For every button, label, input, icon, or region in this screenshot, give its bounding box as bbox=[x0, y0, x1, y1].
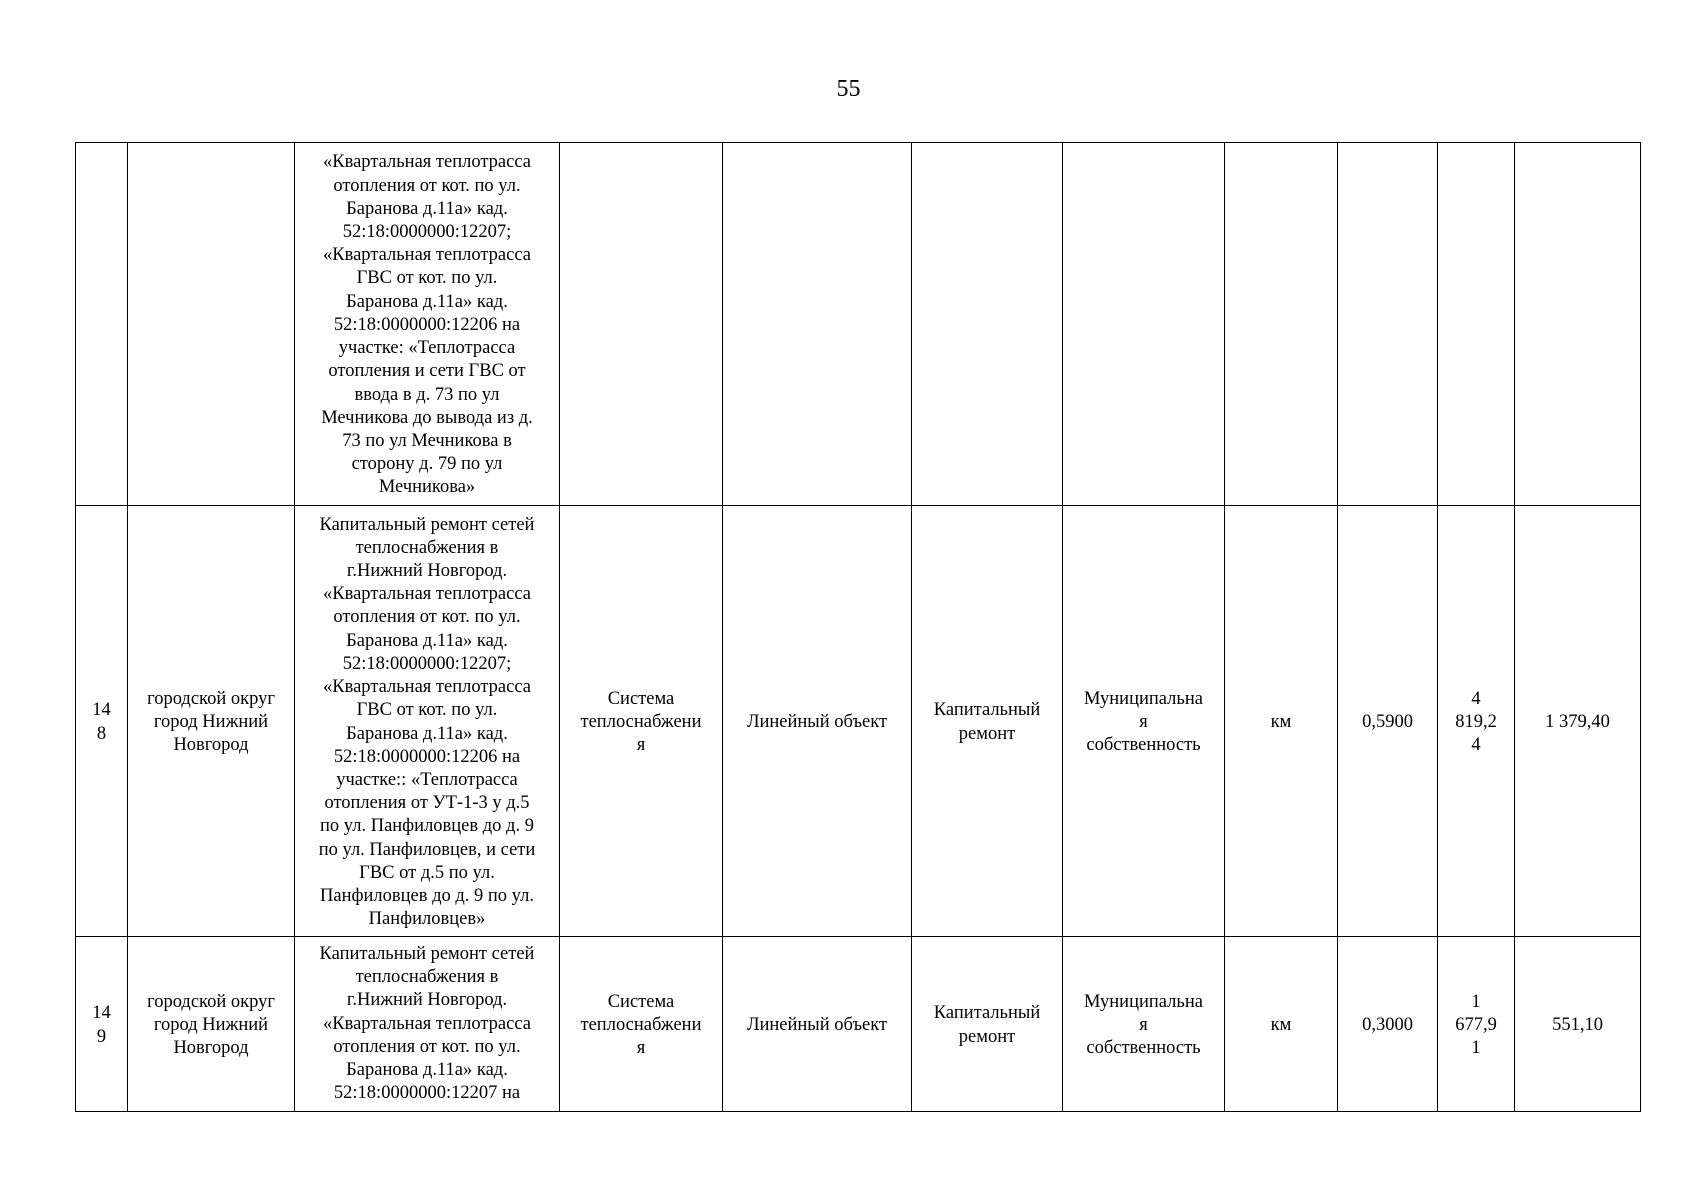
cost-cell bbox=[1438, 143, 1515, 506]
quantity-cell bbox=[1338, 143, 1438, 506]
table-row bbox=[76, 143, 1641, 506]
system-cell: Система теплоснабжени я bbox=[560, 937, 723, 1112]
row-number-cell: 14 9 bbox=[76, 937, 128, 1112]
amount-cell: 1 379,40 bbox=[1515, 506, 1641, 937]
page-number: 55 bbox=[836, 76, 861, 102]
object-type-cell bbox=[723, 143, 912, 506]
table-row bbox=[76, 937, 1641, 1112]
row-number-cell: 14 8 bbox=[76, 506, 128, 937]
investment-table bbox=[75, 142, 1641, 1112]
unit-cell bbox=[1225, 143, 1338, 506]
ownership-cell bbox=[1063, 143, 1225, 506]
quantity-cell: 0,3000 bbox=[1338, 937, 1438, 1112]
description-cell: Капитальный ремонт сетей теплоснабжения в г.Нижний Новгород. «Квартальная теплотрасса отопления от кот. по ул. Баранова д.11а» кад. 52:18:0000000:12207; «Квартальная теплотрасса ГВС от кот. по ул. Баранова д.11а» кад. 52:18:0000000:12206 на участке:: «Теплотрасса отопления от УТ-1-3 у д.5 по ул. Панфиловцев до д. 9 по ул. Панфиловцев, и сети ГВС от д.5 по ул. Панфиловцев до д. 9 по ул. Панфиловцев» bbox=[295, 506, 560, 937]
ownership-cell: Муниципальна я собственность bbox=[1063, 937, 1225, 1112]
system-cell bbox=[560, 143, 723, 506]
municipality-cell: городской округ город Нижний Новгород bbox=[128, 937, 295, 1112]
object-type-cell: Линейный объект bbox=[723, 937, 912, 1112]
amount-cell: 551,10 bbox=[1515, 937, 1641, 1112]
description-cell: Капитальный ремонт сетей теплоснабжения в г.Нижний Новгород. «Квартальная теплотрасса отопления от кот. по ул. Баранова д.11а» кад. 52:18:0000000:12207 на bbox=[295, 937, 560, 1112]
object-type-cell: Линейный объект bbox=[723, 506, 912, 937]
cost-cell: 1 677,9 1 bbox=[1438, 937, 1515, 1112]
municipality-cell: городской округ город Нижний Новгород bbox=[128, 506, 295, 937]
cost-cell: 4 819,2 4 bbox=[1438, 506, 1515, 937]
work-type-cell: Капитальный ремонт bbox=[912, 506, 1063, 937]
unit-cell: км bbox=[1225, 506, 1338, 937]
ownership-cell: Муниципальна я собственность bbox=[1063, 506, 1225, 937]
row-number-cell bbox=[76, 143, 128, 506]
quantity-cell: 0,5900 bbox=[1338, 506, 1438, 937]
description-cell: «Квартальная теплотрасса отопления от кот. по ул. Баранова д.11а» кад. 52:18:0000000:12207; «Квартальная теплотрасса ГВС от кот. по ул. Баранова д.11а» кад. 52:18:0000000:12206 на участке: «Теплотрасса отопления и сети ГВС от ввода в д. 73 по ул Мечникова до вывода из д. 73 по ул Мечникова в сторону д. 79 по ул Мечникова» bbox=[295, 143, 560, 506]
system-cell: Система теплоснабжени я bbox=[560, 506, 723, 937]
work-type-cell bbox=[912, 143, 1063, 506]
municipality-cell bbox=[128, 143, 295, 506]
table-row bbox=[76, 506, 1641, 937]
unit-cell: км bbox=[1225, 937, 1338, 1112]
amount-cell bbox=[1515, 143, 1641, 506]
work-type-cell: Капитальный ремонт bbox=[912, 937, 1063, 1112]
